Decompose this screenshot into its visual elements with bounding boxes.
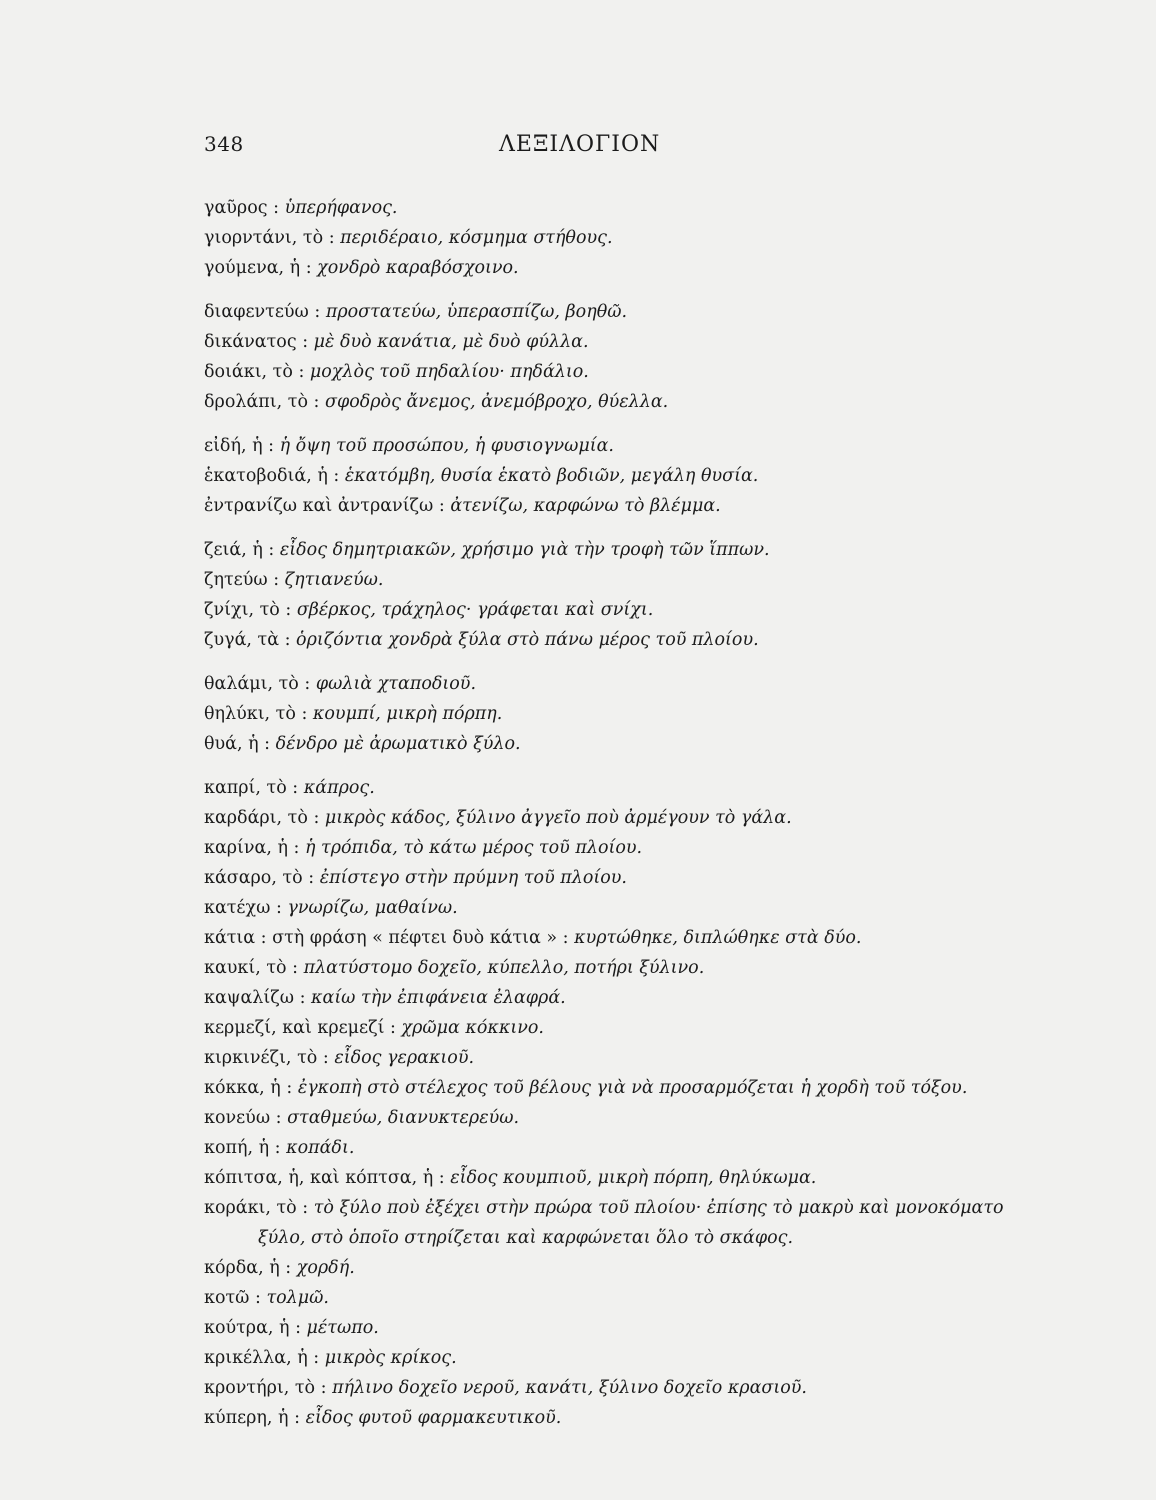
entry-term: κόπιτσα, ἡ, καὶ κόπτσα, ἡ :: [204, 1168, 451, 1188]
entry-definition: πήλινο δοχεῖο νεροῦ, κανάτι, ξύλινο δοχεῖο κρασιοῦ.: [332, 1378, 807, 1398]
entry-term: κοπή, ἡ :: [204, 1138, 287, 1158]
entry-term: γαῦρος :: [204, 198, 285, 218]
entry-term: καυκί, τὸ :: [204, 958, 304, 978]
entry-term: γούμενα, ἡ :: [204, 258, 318, 278]
entry-term: κερμεζί, καὶ κρεμεζί :: [204, 1018, 402, 1038]
glossary-entry: [204, 669, 1034, 699]
entry-term: θηλύκι, τὸ :: [204, 704, 313, 724]
entry-definition: μέτωπο.: [306, 1318, 379, 1338]
glossary-entry: [204, 1013, 1034, 1043]
entry-term: εἰδή, ἡ :: [204, 436, 280, 456]
glossary-entry: [204, 1133, 1034, 1163]
entry-definition: εἶδος φυτοῦ φαρμακευτικοῦ.: [305, 1408, 562, 1428]
entry-definition: κοπάδι.: [286, 1138, 355, 1158]
entry-definition: τολμῶ.: [266, 1288, 329, 1308]
entry-definition: χονδρὸ καραβόσχοινο.: [317, 258, 519, 278]
glossary-entry: [204, 699, 1034, 729]
entry-definition: ἑκατόμβη, θυσία ἑκατὸ βοδιῶν, μεγάλη θυσία.: [344, 466, 759, 486]
glossary-entry: [204, 431, 1034, 461]
glossary-entry: [204, 1103, 1034, 1133]
glossary-entry: [204, 193, 1034, 223]
entry-term: καρίνα, ἡ :: [204, 838, 305, 858]
glossary-entry: [204, 565, 1034, 595]
entry-term: ζνίχι, τὸ :: [204, 600, 297, 620]
entry-definition: τὸ ξύλο ποὺ ἐξέχει στὴν πρώρα τοῦ πλοίου· ἐπίσης τὸ μακρὺ καὶ μονοκόματο ξύλο, στὸ ὁποῖο στηρίζεται καὶ καρφώνεται ὅλο τὸ σκάφος.: [258, 1198, 1004, 1248]
entry-term: κατέχω :: [204, 898, 288, 918]
entry-term: θαλάμι, τὸ :: [204, 674, 316, 694]
entry-term: καψαλίζω :: [204, 988, 312, 1008]
running-title: ΛΕΞΙΛΟΓΙΟΝ: [499, 132, 661, 157]
glossary-entry: [204, 387, 1034, 417]
entry-definition: μοχλὸς τοῦ πηδαλίου· πηδάλιο.: [309, 362, 589, 382]
entry-definition: δένδρο μὲ ἀρωματικὸ ξύλο.: [275, 734, 521, 754]
entry-definition: ζητιανεύω.: [284, 570, 384, 590]
entry-term: κούτρα, ἡ :: [204, 1318, 307, 1338]
glossary-entry: [204, 1373, 1034, 1403]
glossary-entry: [204, 1253, 1034, 1283]
entry-definition: περιδέραιο, κόσμημα στήθους.: [340, 228, 613, 248]
letter-group-kappa: [204, 773, 1034, 1433]
entry-term: κρικέλλα, ἡ :: [204, 1348, 325, 1368]
letter-group-zeta: [204, 535, 1034, 655]
entry-term: κόρδα, ἡ :: [204, 1258, 297, 1278]
entry-term: καρδάρι, τὸ :: [204, 808, 325, 828]
glossary-entry: [204, 923, 1034, 953]
glossary-entry: [204, 327, 1034, 357]
letter-group-epsilon: [204, 431, 1034, 521]
entry-definition: προστατεύω, ὑπερασπίζω, βοηθῶ.: [325, 302, 628, 322]
glossary-entry: [204, 1343, 1034, 1373]
entry-term: ἑκατοβοδιά, ἡ :: [204, 466, 345, 486]
glossary-entry: [204, 491, 1034, 521]
entry-definition: σφοδρὸς ἄνεμος, ἀνεμόβροχο, θύελλα.: [325, 392, 669, 412]
glossary-entry: [204, 983, 1034, 1013]
entry-term: κοτῶ :: [204, 1288, 267, 1308]
entry-definition: ἡ ὄψη τοῦ προσώπου, ἡ φυσιογνωμία.: [279, 436, 614, 456]
page-header: [204, 132, 1034, 172]
entry-definition: ἐγκοπὴ στὸ στέλεχος τοῦ βέλους γιὰ νὰ προσαρμόζεται ἡ χορδὴ τοῦ τόξου.: [297, 1078, 968, 1098]
entry-term: ζειά, ἡ :: [204, 540, 280, 560]
letter-group-theta: [204, 669, 1034, 759]
entry-term: ζυγά, τὰ :: [204, 630, 297, 650]
entry-term: δικάνατος :: [204, 332, 314, 352]
entry-term: διαφεντεύω :: [204, 302, 326, 322]
entry-term: κιρκινέζι, τὸ :: [204, 1048, 335, 1068]
entry-definition: μὲ δυὸ κανάτια, μὲ δυὸ φύλλα.: [313, 332, 589, 352]
entry-definition: κάπρος.: [303, 778, 375, 798]
entry-term: θυά, ἡ :: [204, 734, 276, 754]
glossary-entry: [204, 595, 1034, 625]
entry-definition: ἐπίστεγο στὴν πρύμνη τοῦ πλοίου.: [319, 868, 627, 888]
entry-definition: εἶδος γερακιοῦ.: [334, 1048, 475, 1068]
entry-definition: γνωρίζω, μαθαίνω.: [287, 898, 458, 918]
glossary-entry: [204, 863, 1034, 893]
entry-definition: ἡ τρόπιδα, τὸ κάτω μέρος τοῦ πλοίου.: [305, 838, 643, 858]
entry-term: κύπερη, ἡ :: [204, 1408, 306, 1428]
glossary-entry: [204, 729, 1034, 759]
glossary-entry: [204, 1073, 1034, 1103]
glossary-entry: [204, 1163, 1034, 1193]
glossary-entry: [204, 1313, 1034, 1343]
glossary-entry: [204, 357, 1034, 387]
glossary-entry: [204, 803, 1034, 833]
entry-term: κάσαρο, τὸ :: [204, 868, 320, 888]
entry-definition: χορδή.: [296, 1258, 355, 1278]
glossary-entry: [204, 953, 1034, 983]
entry-term: κονεύω :: [204, 1108, 288, 1128]
glossary-entry: [204, 253, 1034, 283]
glossary-entry: [204, 833, 1034, 863]
entry-definition: εἶδος δημητριακῶν, χρήσιμο γιὰ τὴν τροφὴ τῶν ἵππων.: [279, 540, 770, 560]
glossary-entry: [204, 625, 1034, 655]
entry-definition: μικρὸς κάδος, ξύλινο ἀγγεῖο ποὺ ἀρμέγουν τὸ γάλα.: [324, 808, 792, 828]
entry-definition: ὁριζόντια χονδρὰ ξύλα στὸ πάνω μέρος τοῦ πλοίου.: [296, 630, 759, 650]
entry-definition: εἶδος κουμπιοῦ, μικρὴ πόρπη, θηλύκωμα.: [450, 1168, 817, 1188]
entry-definition: ὑπερήφανος.: [284, 198, 398, 218]
glossary-entry: [204, 297, 1034, 327]
glossary-entry: [204, 1193, 1034, 1253]
entry-term: γιορντάνι, τὸ :: [204, 228, 341, 248]
entry-definition: ἀτενίζω, καρφώνω τὸ βλέμμα.: [450, 496, 721, 516]
entry-definition: πλατύστομο δοχεῖο, κύπελλο, ποτήρι ξύλινο.: [303, 958, 705, 978]
entry-term: ἐντρανίζω καὶ ἀντρανίζω :: [204, 496, 451, 516]
entry-definition: χρῶμα κόκκινο.: [401, 1018, 544, 1038]
entry-term: κροντήρι, τὸ :: [204, 1378, 333, 1398]
entry-term: κάτια : στὴ φράση « πέφτει δυὸ κάτια » :: [204, 928, 575, 948]
entry-definition: κουμπί, μικρὴ πόρπη.: [312, 704, 503, 724]
entry-definition: καίω τὴν ἐπιφάνεια ἐλαφρά.: [311, 988, 566, 1008]
glossary-content: [204, 193, 1034, 1447]
entry-definition: κυρτώθηκε, διπλώθηκε στὰ δύο.: [574, 928, 862, 948]
entry-term: κόκκα, ἡ :: [204, 1078, 298, 1098]
glossary-entry: [204, 461, 1034, 491]
entry-term: δοιάκι, τὸ :: [204, 362, 310, 382]
entry-definition: φωλιὰ χταποδιοῦ.: [315, 674, 477, 694]
entry-definition: σταθμεύω, διανυκτερεύω.: [287, 1108, 520, 1128]
glossary-entry: [204, 1043, 1034, 1073]
letter-group-gamma: [204, 193, 1034, 283]
page-number: 348: [204, 132, 244, 156]
glossary-entry: [204, 223, 1034, 253]
letter-group-delta: [204, 297, 1034, 417]
entry-term: δρολάπι, τὸ :: [204, 392, 325, 412]
entry-term: καπρί, τὸ :: [204, 778, 304, 798]
entry-term: κοράκι, τὸ :: [204, 1198, 314, 1218]
glossary-entry: [204, 773, 1034, 803]
entry-term: ζητεύω :: [204, 570, 285, 590]
entry-definition: σβέρκος, τράχηλος· γράφεται καὶ σνίχι.: [296, 600, 654, 620]
entry-definition: μικρὸς κρίκος.: [324, 1348, 457, 1368]
glossary-entry: [204, 893, 1034, 923]
glossary-entry: [204, 535, 1034, 565]
glossary-entry: [204, 1283, 1034, 1313]
glossary-entry: [204, 1403, 1034, 1433]
